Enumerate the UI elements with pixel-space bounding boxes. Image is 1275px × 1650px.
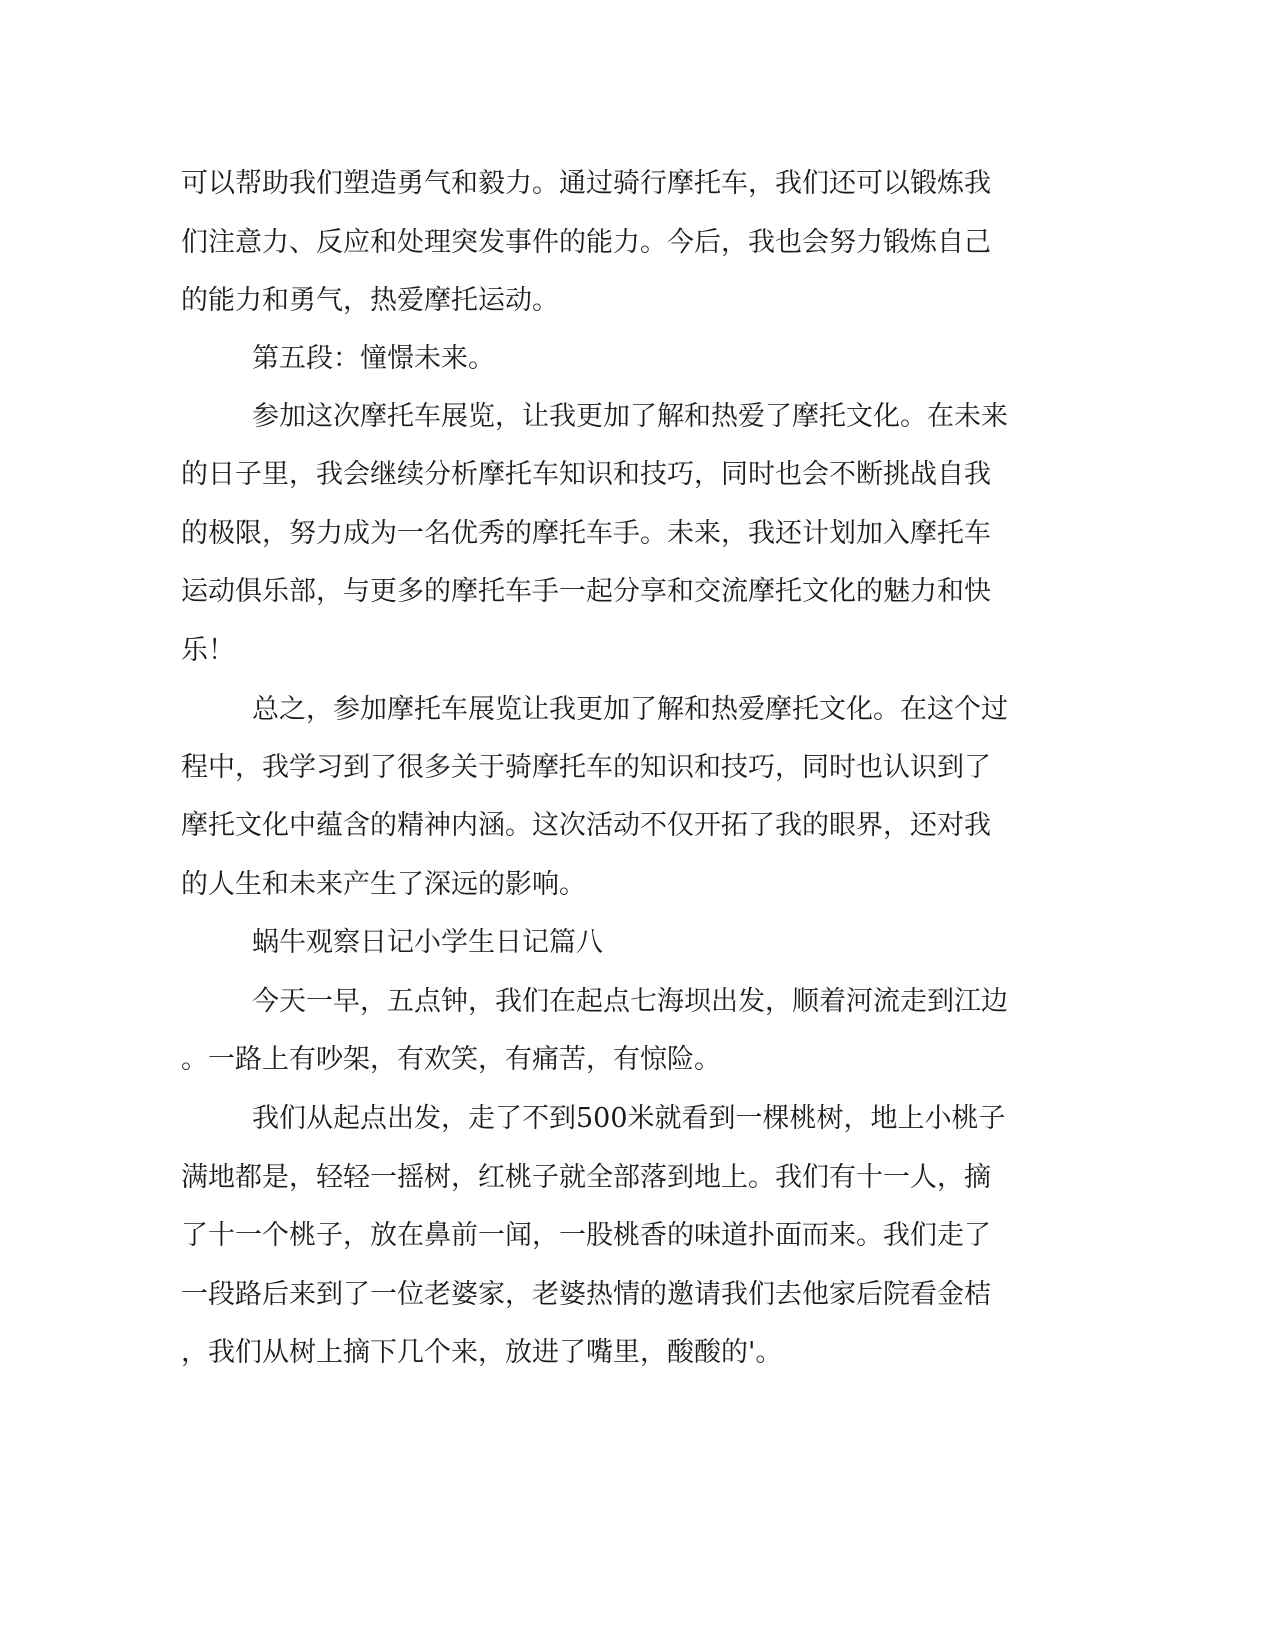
paragraph-line: 程中，我学习到了很多关于骑摩托车的知识和技巧，同时也认识到了 [181, 752, 991, 783]
paragraph-line: 的能力和勇气，热爱摩托运动。 [181, 285, 559, 316]
paragraph-line: 我们从起点出发，走了不到500米就看到一棵桃树，地上小桃子 [252, 1103, 1006, 1134]
paragraph-line: 总之，参加摩托车展览让我更加了解和热爱摩托文化。在这个过 [252, 694, 1008, 725]
section-heading: 第五段：憧憬未来。 [252, 343, 495, 374]
paragraph-line: 参加这次摩托车展览，让我更加了解和热爱了摩托文化。在未来 [252, 401, 1008, 432]
paragraph-line: 的极限，努力成为一名优秀的摩托车手。未来，我还计划加入摩托车 [181, 518, 991, 549]
paragraph-line: 今天一早，五点钟，我们在起点七海坝出发，顺着河流走到江边 [252, 986, 1008, 1017]
paragraph-line: 的日子里，我会继续分析摩托车知识和技巧，同时也会不断挑战自我 [181, 459, 991, 490]
paragraph-line: 们注意力、反应和处理突发事件的能力。今后，我也会努力锻炼自己 [181, 227, 991, 258]
paragraph-line: ，我们从树上摘下几个来，放进了嘴里，酸酸的'。 [181, 1337, 783, 1368]
paragraph-line: 满地都是，轻轻一摇树，红桃子就全部落到地上。我们有十一人，摘 [181, 1162, 991, 1193]
paragraph-line: 一段路后来到了一位老婆家，老婆热情的邀请我们去他家后院看金桔 [181, 1279, 991, 1310]
paragraph-line: 了十一个桃子，放在鼻前一闻，一股桃香的味道扑面而来。我们走了 [181, 1220, 991, 1251]
paragraph-line: 摩托文化中蕴含的精神内涵。这次活动不仅开拓了我的眼界，还对我 [181, 810, 991, 841]
paragraph-line: 运动俱乐部，与更多的摩托车手一起分享和交流摩托文化的魅力和快 [181, 576, 991, 607]
paragraph-line: 可以帮助我们塑造勇气和毅力。通过骑行摩托车，我们还可以锻炼我 [181, 168, 991, 199]
paragraph-line: 乐！ [181, 635, 235, 666]
paragraph-line: 的人生和未来产生了深远的影响。 [181, 869, 586, 900]
paragraph-line: 。一路上有吵架，有欢笑，有痛苦，有惊险。 [181, 1044, 721, 1075]
article-title: 蜗牛观察日记小学生日记篇八 [252, 927, 603, 958]
